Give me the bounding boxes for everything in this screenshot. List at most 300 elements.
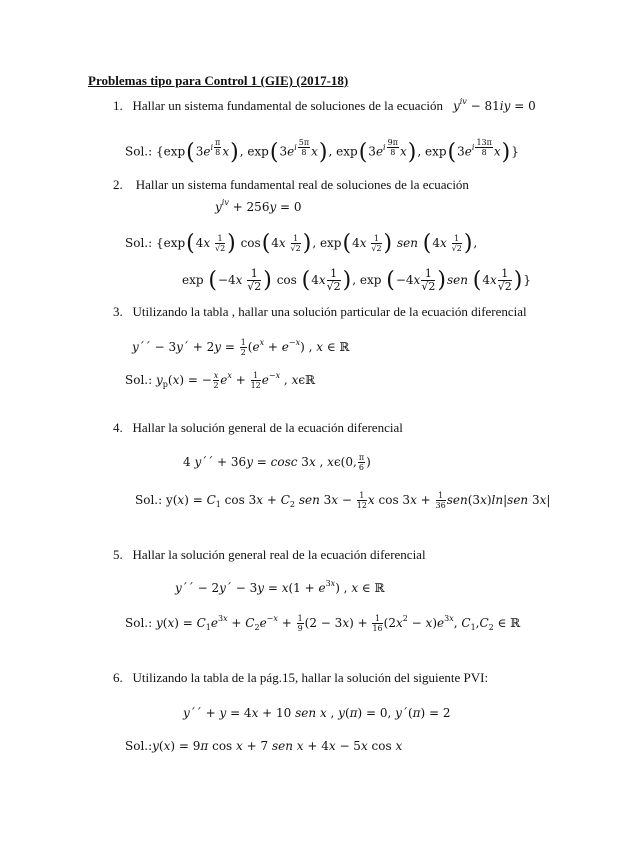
math-text: ∈ ℝ <box>358 581 385 595</box>
parenthesis: ) <box>463 231 473 256</box>
superscript <box>471 138 494 157</box>
math-variable: e <box>375 144 384 159</box>
math-variable: C <box>196 616 206 630</box>
solution-2-line-1 <box>125 231 478 256</box>
math-variable: e <box>220 373 228 387</box>
solution-5 <box>125 614 520 633</box>
math-text: 3 <box>528 493 540 507</box>
math-text: Sol.: <box>125 739 153 753</box>
math-text: Sol.: <box>125 616 156 630</box>
solution-4 <box>135 491 550 510</box>
math-variable: sen x <box>271 739 304 753</box>
numerator <box>213 371 220 381</box>
math-variable: x <box>167 616 175 630</box>
math-variable: e <box>464 144 472 159</box>
math-text: −4 <box>395 273 414 287</box>
denominator <box>358 463 365 472</box>
numerator <box>387 138 399 148</box>
math-variable: x <box>395 616 403 630</box>
math-variable: x <box>295 338 301 347</box>
problem-number: 2. <box>113 177 123 192</box>
math-variable: π <box>349 706 358 720</box>
math-text: − <box>266 614 274 623</box>
math-text: ( <box>162 616 168 630</box>
numerator <box>372 614 382 624</box>
equation-1 <box>453 97 536 115</box>
math-text: , <box>475 616 480 630</box>
numerator <box>371 234 381 244</box>
math-text: (2 <box>383 616 396 630</box>
math-variable: i <box>210 142 214 152</box>
numerator <box>358 453 365 463</box>
math-text <box>242 273 246 287</box>
fraction <box>298 138 310 157</box>
math-text: 9π <box>387 138 398 147</box>
math-variable: x <box>342 616 350 630</box>
problem-1 <box>113 97 536 115</box>
math-text: + 10 <box>258 706 296 720</box>
math-variable: i <box>383 142 386 152</box>
superscript <box>222 198 229 207</box>
math-text: π <box>215 138 221 147</box>
math-text: 3 <box>457 144 465 159</box>
math-variable: π <box>200 739 209 753</box>
math-variable: x <box>367 493 375 507</box>
math-variable: x <box>236 739 243 753</box>
math-text: = 0 <box>510 99 536 113</box>
problem-number: 6. <box>113 670 123 685</box>
fraction <box>498 268 512 293</box>
parenthesis: ) <box>318 139 328 165</box>
numerator <box>475 138 492 148</box>
math-text: √2 <box>421 280 436 293</box>
math-text: + 7 <box>242 739 272 753</box>
math-text: ´ + 2 <box>182 340 215 354</box>
denominator <box>213 381 220 390</box>
parenthesis: ) <box>302 231 312 256</box>
parenthesis: ) <box>437 268 446 293</box>
math-text: ) = <box>174 616 197 630</box>
math-text: (1 + <box>288 581 319 595</box>
math-text: 4 <box>352 236 360 250</box>
math-text: cos <box>208 739 237 753</box>
math-text: 12 <box>250 381 261 390</box>
math-text: 1 <box>373 234 379 243</box>
math-text: 4 <box>183 455 195 469</box>
math-variable: sen <box>507 493 529 507</box>
math-variable: i <box>294 142 297 152</box>
math-text: 4 <box>482 273 490 287</box>
math-text: = <box>221 340 239 354</box>
math-variable: y <box>257 581 264 595</box>
math-text: 1 <box>293 234 299 243</box>
fraction <box>215 234 225 253</box>
math-variable: x <box>331 493 339 507</box>
fraction <box>475 138 492 157</box>
math-text: − <box>268 371 276 380</box>
math-variable: e <box>203 144 211 159</box>
math-text: = 0 <box>276 200 302 214</box>
problem-text: Hallar la solución general de la ecuación diferencial <box>132 420 403 435</box>
math-variable: x <box>273 614 278 623</box>
math-text: √2 <box>371 244 382 253</box>
equation-2 <box>215 198 302 216</box>
math-text: 13π <box>476 138 492 147</box>
math-text: π <box>358 453 365 462</box>
math-variable: y <box>175 581 182 595</box>
math-text: 1 <box>375 614 381 623</box>
parenthesis: ) <box>383 231 393 256</box>
denominator <box>247 281 261 293</box>
denominator <box>372 624 382 633</box>
math-text: ϵ(0, <box>333 455 357 469</box>
math-variable: x <box>291 373 299 387</box>
math-text: , <box>280 373 292 387</box>
math-variable: x <box>163 739 171 753</box>
math-variable: iv <box>459 97 467 106</box>
superscript <box>444 614 454 623</box>
math-text: − 81 <box>466 99 500 113</box>
math-variable: y <box>452 99 460 113</box>
equation-3 <box>132 338 350 357</box>
parenthesis: ( <box>472 268 482 293</box>
math-text: 3 <box>279 144 288 159</box>
denominator <box>215 244 225 253</box>
parenthesis: ) <box>407 139 417 165</box>
math-variable: x <box>480 493 487 507</box>
math-text: Sol.: <box>125 373 156 387</box>
math-variable: e <box>252 340 260 354</box>
fraction <box>213 371 220 390</box>
math-text: 3 <box>195 144 204 159</box>
math-text: 1 <box>501 267 509 280</box>
math-text: cos <box>272 273 301 287</box>
math-variable: x <box>360 739 368 753</box>
math-variable: x <box>222 144 230 159</box>
fraction <box>214 138 221 157</box>
numerator <box>298 138 310 148</box>
math-text: ) <box>486 493 492 507</box>
equation-4 <box>183 453 371 472</box>
math-text: ϵℝ <box>298 373 316 387</box>
math-text: 1 <box>250 267 258 280</box>
superscript <box>460 97 467 106</box>
math-variable: x <box>449 614 454 623</box>
math-text: 3 <box>217 614 224 623</box>
math-text: ´´ − 3 <box>138 340 177 354</box>
denominator <box>475 148 492 157</box>
math-text: 1 <box>253 371 259 380</box>
math-text: ) = <box>184 493 207 507</box>
fraction <box>251 371 261 390</box>
math-variable: x <box>330 579 336 588</box>
math-variable: e <box>281 340 289 354</box>
math-text: 4 <box>311 273 319 287</box>
problem-text: Hallar la solución general real de la ecuación diferencial <box>132 547 426 562</box>
math-text: cos <box>367 739 396 753</box>
math-variable: cosc <box>270 455 298 469</box>
math-text: 1 <box>217 234 223 243</box>
math-text: ) <box>366 455 371 469</box>
math-text: | <box>503 493 508 507</box>
math-text: + <box>263 493 281 507</box>
math-text: √2 <box>497 280 512 293</box>
math-text: = 4 <box>226 706 252 720</box>
superscript <box>267 614 278 623</box>
math-text: 3 <box>319 493 332 507</box>
math-text: cos <box>236 236 261 250</box>
denominator <box>357 501 367 510</box>
math-text: + 256 <box>228 200 270 214</box>
parenthesis: ( <box>422 231 432 256</box>
math-text: , exp <box>239 144 269 159</box>
problem-number: 4. <box>113 420 123 435</box>
math-variable: sen <box>396 236 418 250</box>
problem-2 <box>113 176 469 194</box>
math-text: −4 <box>217 273 236 287</box>
math-text: 2 <box>488 623 494 632</box>
parenthesis: ( <box>301 268 311 293</box>
superscript <box>383 138 400 157</box>
math-text: 8 <box>301 148 307 157</box>
solution-3 <box>125 371 315 390</box>
denominator <box>251 381 261 390</box>
math-text: + <box>277 616 296 630</box>
problem-text: Utilizando la tabla de la pág.15, hallar la solución del siguiente PVI: <box>132 670 489 685</box>
math-text: 1 <box>205 623 211 632</box>
fraction <box>291 234 301 253</box>
math-text <box>286 236 290 250</box>
math-variable: iy <box>499 99 511 113</box>
math-text <box>418 236 422 250</box>
math-variable: x <box>235 273 243 287</box>
superscript <box>326 579 336 588</box>
denominator <box>421 281 435 293</box>
math-variable: x <box>539 493 547 507</box>
problem-number: 5. <box>113 547 123 562</box>
math-variable: e <box>318 581 326 595</box>
math-text: 4 <box>432 236 441 250</box>
math-text: 1 <box>297 614 303 623</box>
math-variable: sen <box>446 273 468 287</box>
math-text: ) = 2 <box>420 706 451 720</box>
fraction <box>357 491 367 510</box>
fraction <box>247 268 261 293</box>
math-text: ´ − 3 <box>225 581 258 595</box>
math-text: ) = − <box>179 373 212 387</box>
math-variable: x <box>395 739 403 753</box>
math-text: 8 <box>390 148 396 157</box>
superscript <box>294 138 311 157</box>
parenthesis: ) <box>501 139 511 165</box>
parenthesis: ) <box>227 231 236 256</box>
math-variable: C <box>280 493 290 507</box>
math-text: 9 <box>297 624 303 633</box>
math-variable: x <box>275 371 281 380</box>
denominator <box>297 624 304 633</box>
fraction <box>297 614 304 633</box>
math-text: + <box>416 493 435 507</box>
math-text: cos 3 <box>374 493 411 507</box>
parenthesis: ( <box>386 268 395 293</box>
parenthesis: ( <box>186 139 195 165</box>
equation-6 <box>183 704 451 722</box>
math-text: 36 <box>435 501 446 510</box>
math-variable: x <box>311 144 318 159</box>
superscript <box>210 138 222 157</box>
equation-5 <box>175 579 385 597</box>
superscript <box>218 614 228 623</box>
math-text: ´´ − 2 <box>181 581 220 595</box>
math-text: + 4 <box>303 739 329 753</box>
problem-text: Hallar un sistema fundamental real de soluciones de la ecuación <box>135 177 469 192</box>
math-variable: x <box>213 371 219 380</box>
parenthesis: ) <box>342 268 352 293</box>
math-text <box>210 236 214 250</box>
fraction <box>372 614 382 633</box>
math-variable: x <box>493 144 501 159</box>
math-variable: x <box>281 581 289 595</box>
math-text: 4 <box>271 236 279 250</box>
numerator <box>215 234 225 244</box>
denominator <box>240 348 247 357</box>
math-text: , exp <box>417 144 447 159</box>
parenthesis: ) <box>513 268 523 293</box>
numerator <box>240 338 247 348</box>
math-variable: y <box>219 706 227 720</box>
math-variable: y <box>155 616 163 630</box>
parenthesis: ) <box>230 139 239 165</box>
math-text: √2 <box>451 244 462 253</box>
math-variable: x <box>177 493 185 507</box>
math-variable: x <box>413 273 421 287</box>
problem-6 <box>113 669 488 687</box>
math-variable: sen <box>298 493 320 507</box>
math-variable: x <box>278 236 286 250</box>
math-variable: y <box>214 340 221 354</box>
math-variable: x <box>399 144 407 159</box>
math-text: ∈ ℝ <box>323 340 350 354</box>
math-text: √2 <box>214 244 226 253</box>
math-text: + <box>264 340 282 354</box>
math-variable: x <box>259 338 265 347</box>
math-variable: x <box>351 581 359 595</box>
parenthesis: ( <box>208 268 217 293</box>
math-variable: e <box>210 616 218 630</box>
denominator <box>371 244 381 253</box>
math-variable: x <box>203 236 211 250</box>
math-text: 6 <box>358 463 364 472</box>
math-text: ) , <box>335 581 352 595</box>
math-variable: sen x <box>295 706 327 720</box>
math-text: } <box>523 273 532 287</box>
solution-6 <box>125 737 402 755</box>
math-variable: y <box>269 200 277 214</box>
math-text: 2 <box>402 614 408 623</box>
math-variable: iv <box>221 198 229 207</box>
denominator <box>327 281 341 293</box>
math-text: ) = 9 <box>170 739 201 753</box>
math-variable: y <box>338 706 345 720</box>
numerator <box>452 234 462 244</box>
math-text: 2 <box>240 348 246 357</box>
math-text: 1 <box>359 491 365 500</box>
math-variable: y <box>194 455 202 469</box>
math-variable: e <box>437 616 445 630</box>
problem-4 <box>113 419 403 437</box>
fraction <box>452 234 462 253</box>
denominator <box>452 244 462 253</box>
math-text: 1 <box>438 491 444 500</box>
fraction <box>358 453 365 472</box>
math-variable: y <box>155 373 163 387</box>
fraction <box>421 268 435 293</box>
math-text: 2 <box>289 500 295 509</box>
numerator <box>291 234 301 244</box>
math-text: , exp <box>328 144 358 159</box>
solution-1 <box>125 138 519 165</box>
math-text: = <box>252 455 271 469</box>
numerator <box>214 138 221 148</box>
denominator <box>436 501 446 510</box>
math-text: √2 <box>326 280 341 293</box>
numerator <box>357 491 367 501</box>
math-text <box>447 236 451 250</box>
math-text: ∈ ℝ <box>493 616 521 630</box>
math-text: exp <box>182 273 208 287</box>
math-variable: x <box>172 373 180 387</box>
math-text: ) , <box>300 340 317 354</box>
math-text: , exp <box>352 273 386 287</box>
parenthesis: ( <box>342 231 352 256</box>
math-text: ) = 0, <box>357 706 396 720</box>
math-variable: y <box>246 455 253 469</box>
math-variable: C <box>206 493 216 507</box>
problem-text: Hallar un sistema fundamental de soluciones de la ecuación <box>132 98 443 113</box>
math-text: , exp <box>312 236 342 250</box>
math-variable: y <box>152 739 159 753</box>
math-text: Sol.: {exp <box>125 144 186 159</box>
math-text <box>468 273 472 287</box>
math-variable: y <box>132 340 139 354</box>
math-text: 1 <box>215 500 221 509</box>
math-text: 3 <box>444 614 450 623</box>
math-variable: y <box>215 200 222 214</box>
math-text: 1 <box>240 338 246 347</box>
math-variable: x <box>316 340 324 354</box>
math-text: , <box>473 236 478 250</box>
problem-number: 3. <box>113 304 123 319</box>
parenthesis: ( <box>358 139 368 165</box>
math-text: | <box>546 493 551 507</box>
math-text: p <box>162 380 168 389</box>
math-text: 3 <box>325 579 331 588</box>
math-text: ( <box>167 373 173 387</box>
fraction <box>327 268 341 293</box>
problem-3 <box>113 303 527 321</box>
math-variable: x <box>359 236 367 250</box>
math-variable: x <box>223 614 228 623</box>
math-variable: x <box>251 706 259 720</box>
denominator <box>298 148 310 157</box>
math-text: (2 − 3 <box>304 616 343 630</box>
numerator <box>251 371 261 381</box>
math-variable: y <box>183 706 190 720</box>
math-variable: C <box>461 616 471 630</box>
math-text: √2 <box>247 280 262 293</box>
math-text <box>367 236 371 250</box>
parenthesis: ( <box>261 231 271 256</box>
